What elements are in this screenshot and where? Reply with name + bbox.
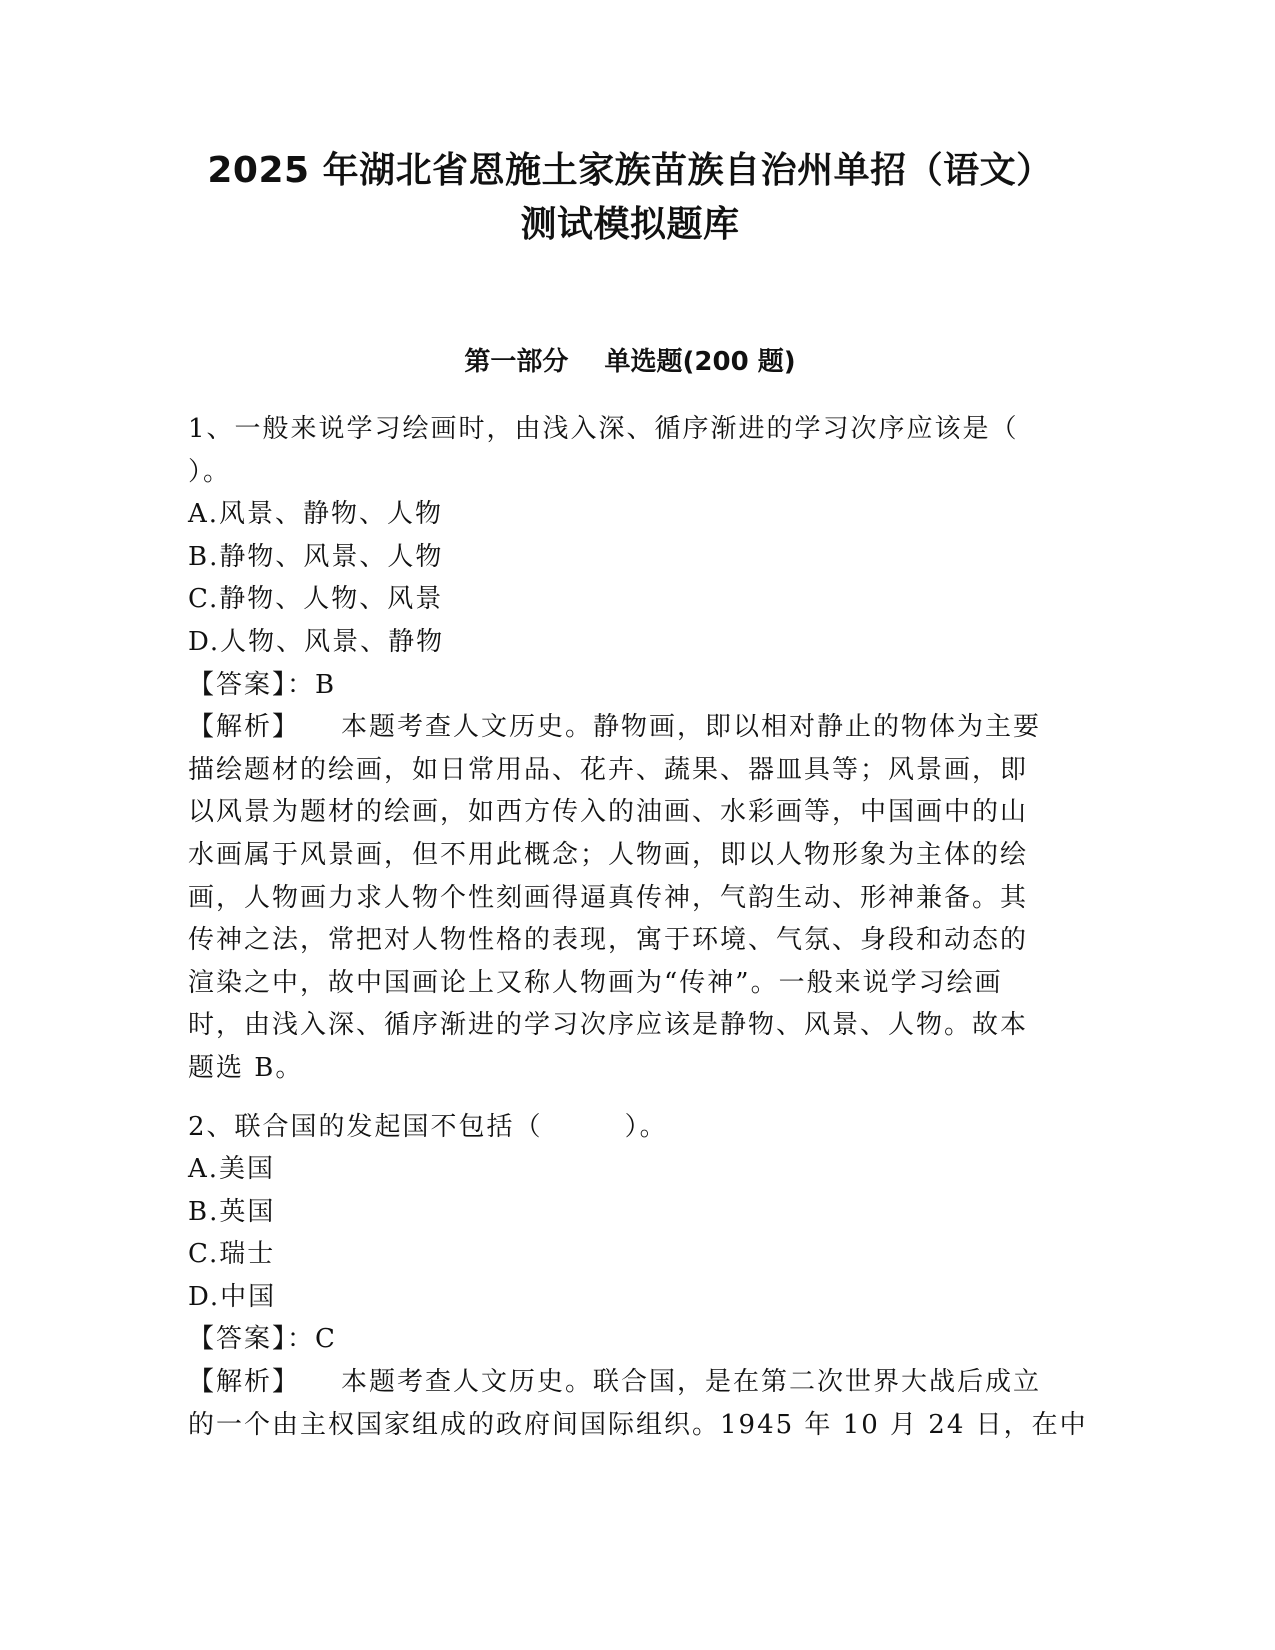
question-2 xyxy=(188,1106,1088,1447)
analysis-line: 渲染之中，故中国画论上又称人物画为“传神”。一般来说学习绘画 xyxy=(188,967,1003,998)
analysis-line: 以风景为题材的绘画，如西方传入的油画、水彩画等，中国画中的山 xyxy=(188,797,1029,828)
question-stem: 1、一般来说学习绘画时，由浅入深、循序渐进的学习次序应该是（ xyxy=(188,414,1019,444)
analysis-line: 的一个由主权国家组成的政府间国际组织。1945 年 10 月 24 日，在中 xyxy=(188,1409,1088,1440)
question-stem: 2、联合国的发起国不包括（ ）。 xyxy=(188,1111,668,1142)
analysis xyxy=(188,706,1070,1089)
analysis-line: 画，人物画力求人物个性刻画得逼真传神，气韵生动、形神兼备。其 xyxy=(188,882,1029,913)
question-separator xyxy=(188,1090,1070,1106)
analysis-line: 时，由浅入深、循序渐进的学习次序应该是静物、风景、人物。故本 xyxy=(188,1010,1029,1041)
option-b: B.英国 xyxy=(188,1196,276,1227)
option-d: D.人物、风景、静物 xyxy=(188,626,445,657)
option-c: C.静物、人物、风景 xyxy=(188,584,444,615)
question-stem: ）。 xyxy=(188,456,232,487)
analysis-line: 传神之法，常把对人物性格的表现，寓于环境、气氛、身段和动态的 xyxy=(188,925,1029,956)
analysis xyxy=(188,1361,1088,1446)
option-d: D.中国 xyxy=(188,1281,277,1312)
analysis-line: 题选 B。 xyxy=(188,1052,304,1083)
answer: 【答案】：B xyxy=(188,669,337,700)
section-title: 第一部分 单选题(200 题) xyxy=(464,347,796,377)
option-c: C.瑞士 xyxy=(188,1239,276,1270)
document-title: 2025 年湖北省恩施土家族苗族自治州单招（语文）测试模拟题库 xyxy=(207,150,1053,245)
option-b: B.静物、风景、人物 xyxy=(188,541,444,572)
analysis-line: 描绘题材的绘画，如日常用品、花卉、蔬果、器皿具等；风景画，即 xyxy=(188,754,1029,785)
question-list xyxy=(188,408,1088,1446)
answer: 【答案】：C xyxy=(188,1324,337,1355)
analysis-line: 水画属于风景画，但不用此概念；人物画，即以人物形象为主体的绘 xyxy=(188,839,1029,870)
analysis-line: 【解析】 本题考查人文历史。联合国，是在第二次世界大战后成立 xyxy=(188,1367,1042,1398)
analysis-line: 【解析】 本题考查人文历史。静物画，即以相对静止的物体为主要 xyxy=(188,712,1042,743)
option-a: A.风景、静物、人物 xyxy=(188,499,444,530)
option-a: A.美国 xyxy=(188,1154,276,1185)
question-1 xyxy=(188,408,1070,1090)
